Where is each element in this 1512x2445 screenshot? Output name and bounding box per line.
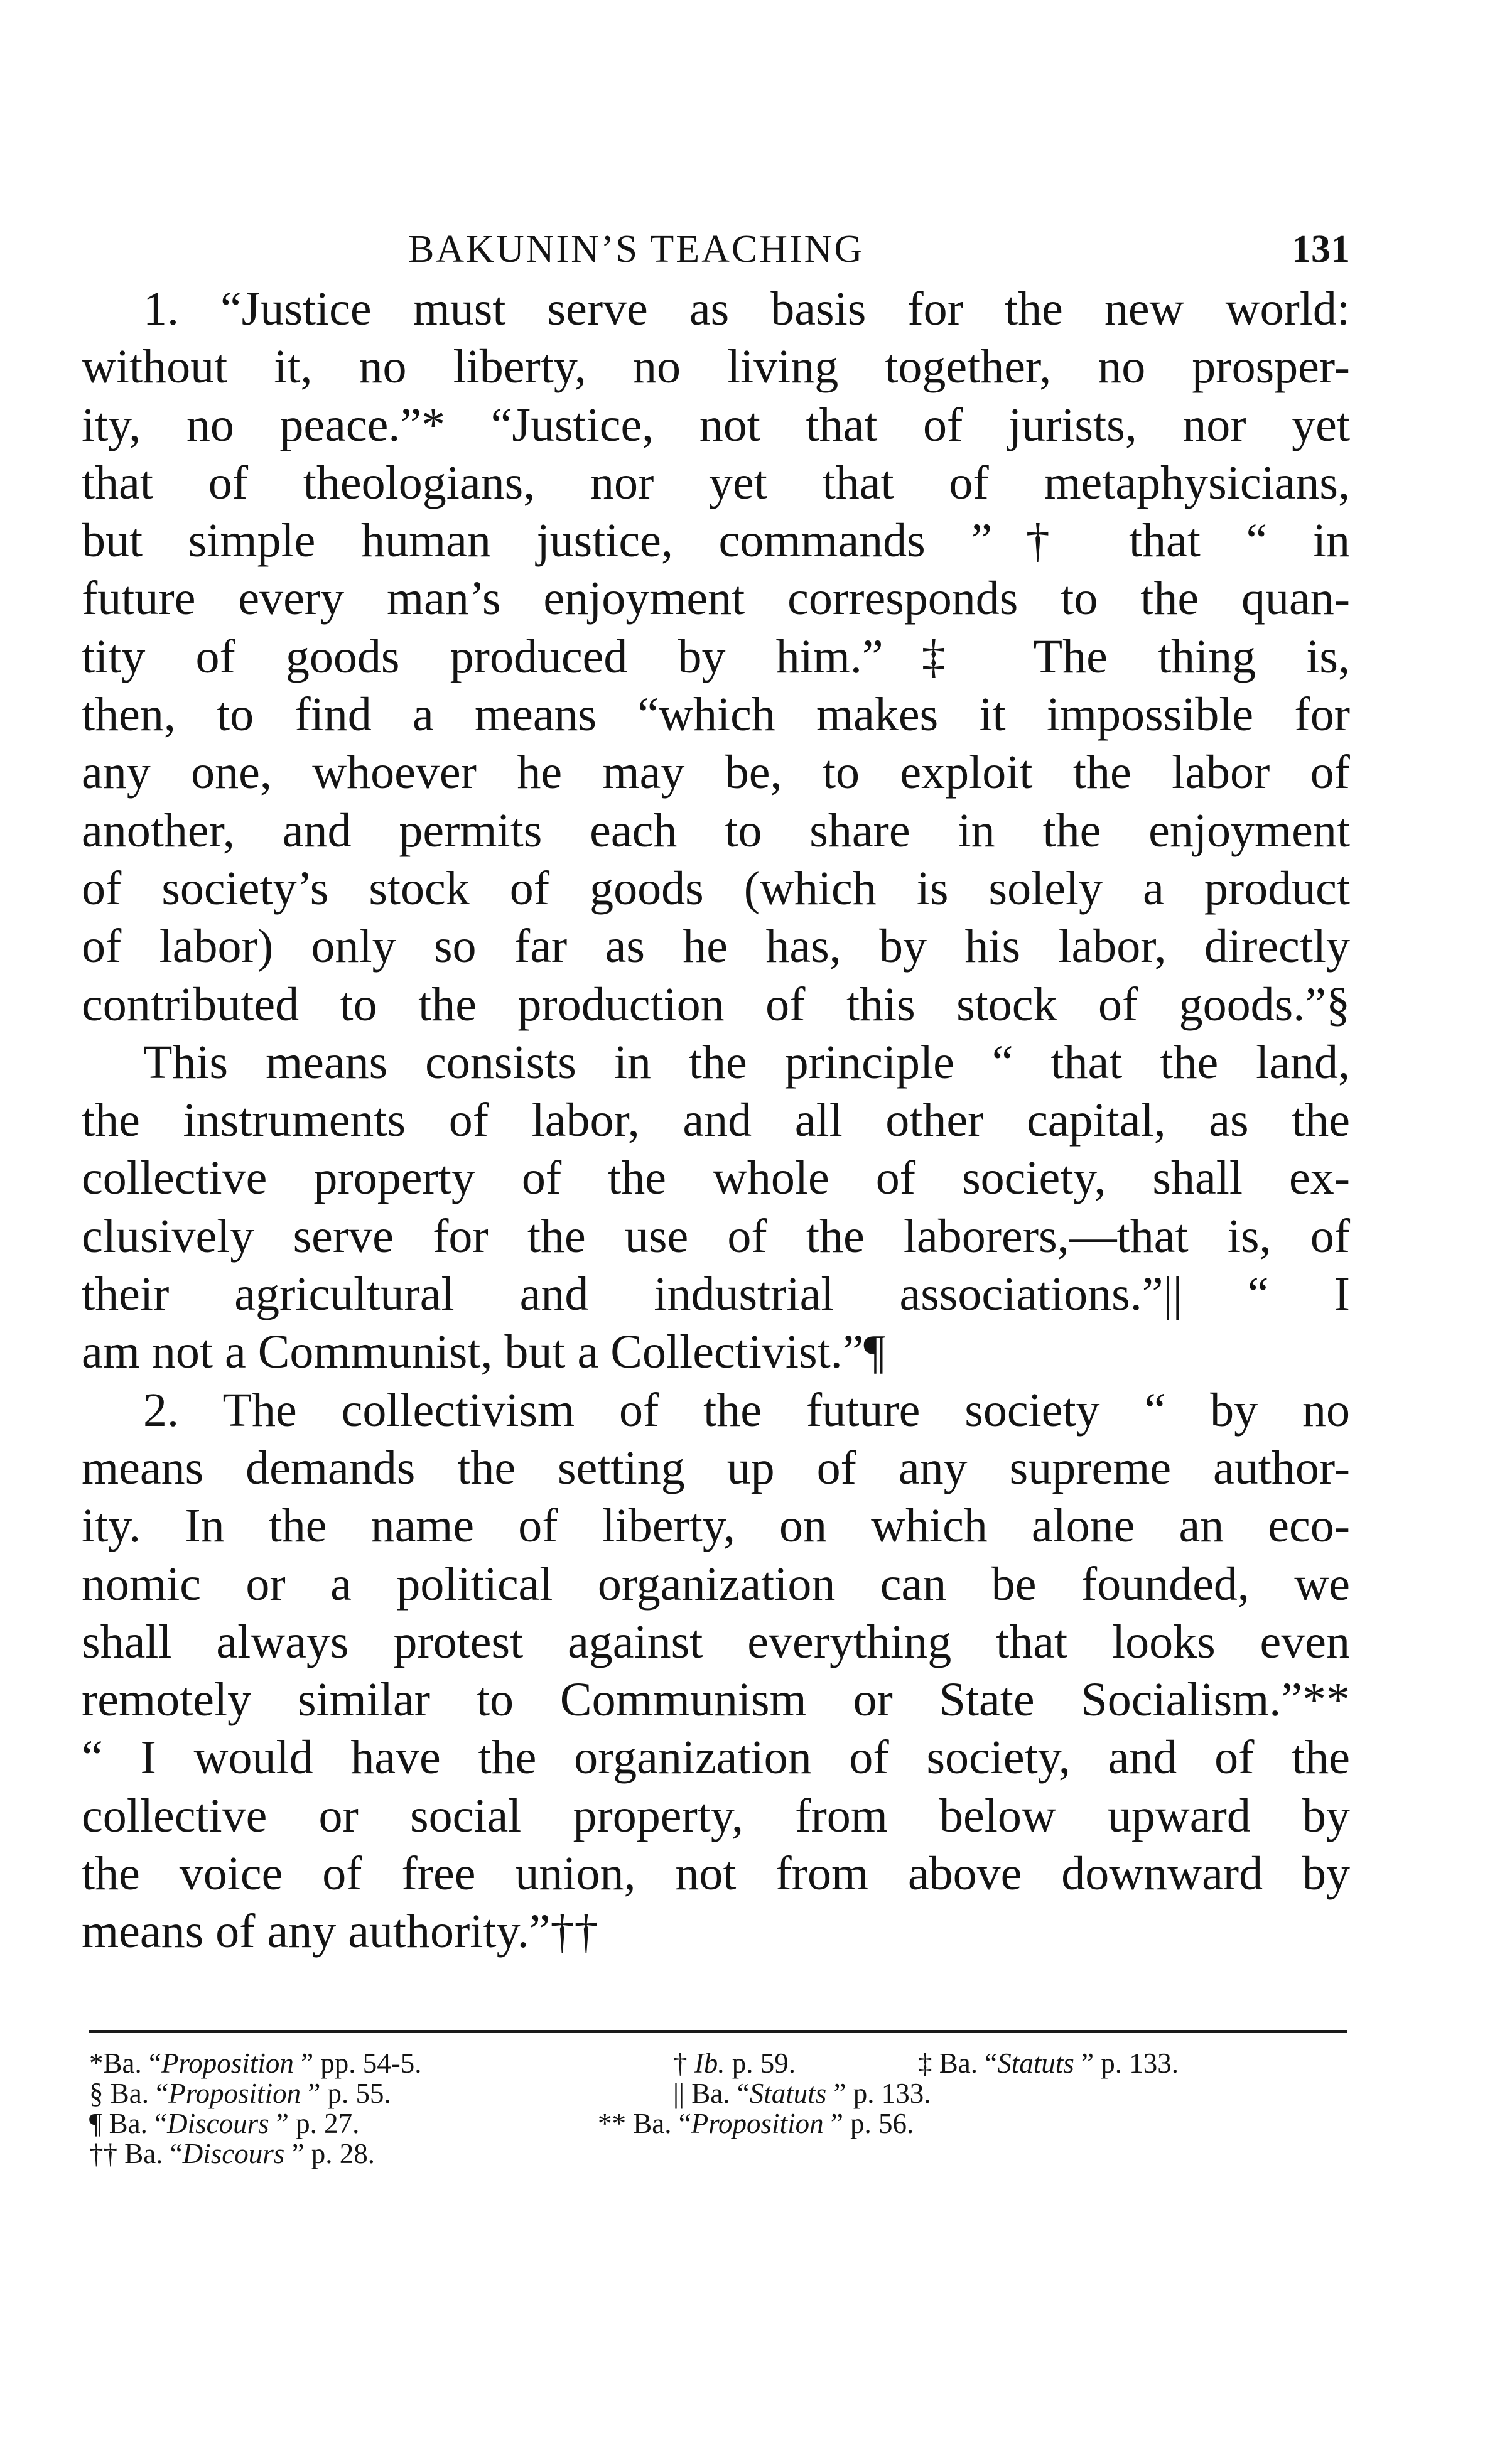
text-line: any one, whoever he may be, to exploit the labor of [82,746,1350,799]
footnote: ** Ba. “Proposition ” p. 56. [598,2108,914,2139]
footnote: *Ba. “Proposition ” pp. 54-5. [89,2048,422,2079]
text-line: nomic or a political organization can be founded, we [82,1557,1350,1611]
text-line: remotely similar to Communism or State Socialism.”** [82,1673,1350,1727]
text-line: tity of goods produced by him.”‡ The thing is, [82,630,1350,683]
body-text [82,280,1350,1961]
footnote-rule [89,2030,1347,2033]
text-line: collective or social property, from below upward by [82,1789,1350,1842]
text-line: their agricultural and industrial associations.”|| “ I [82,1268,1350,1321]
text-line: of labor) only so far as he has, by his labor, directly [82,920,1350,973]
footnote: § Ba. “Proposition ” p. 55. [89,2078,391,2109]
footnote: ¶ Ba. “Discours ” p. 27. [89,2108,360,2139]
footnote: †† Ba. “Discours ” p. 28. [89,2138,375,2169]
footnote-row [89,2078,1358,2108]
footnote-row [89,2139,1358,2169]
footnote: ‡ Ba. “Statuts ” p. 133. [918,2048,1179,2079]
text-line: then, to find a means “which makes it impossible for [82,688,1350,742]
text-line: contributed to the production of this stock of goods.”§ [82,978,1350,1031]
text-line: This means consists in the principle “ that the land, [143,1035,1350,1089]
text-line: another, and permits each to share in the enjoyment [82,804,1350,857]
footnote: || Ba. “Statuts ” p. 133. [673,2078,931,2109]
text-line: ity, no peace.”* “Justice, not that of jurists, nor yet [82,398,1350,451]
text-line: that of theologians, nor yet that of metaphysicians, [82,456,1350,509]
running-title: BAKUNIN’S TEACHING [408,228,865,271]
footnote: † Ib. p. 59. [673,2048,796,2079]
text-line: but simple human justice, commands ”† that “ in [82,514,1350,568]
text-line: 1. “Justice must serve as basis for the new world: [143,283,1350,335]
text-line: future every man’s enjoyment corresponds to the quan- [82,572,1350,625]
text-line: the voice of free union, not from above downward by [82,1847,1350,1901]
text-line: shall always protest against everything that looks even [82,1615,1350,1668]
text-line: 2. The collectivism of the future society “ by no [143,1383,1350,1437]
footnote-row [89,2048,1358,2078]
text-line: collective property of the whole of society, shall ex- [82,1152,1350,1205]
footnotes [89,2048,1358,2169]
page-number: 131 [1292,228,1350,271]
running-head [82,221,1350,278]
text-line: without it, no liberty, no living together, no prosper- [82,340,1350,394]
text-line: of society’s stock of goods (which is solely a product [82,861,1350,915]
text-line: ity. In the name of liberty, on which alone an eco- [82,1499,1350,1553]
text-line: the instruments of labor, and all other capital, as the [82,1094,1350,1147]
text-line: means of any authority.”†† [82,1905,598,1958]
text-line: am not a Communist, but a Collectivist.”¶ [82,1325,885,1379]
text-line: “ I would have the organization of society, and of the [82,1731,1350,1784]
text-line: means demands the setting up of any supreme author- [82,1441,1350,1494]
text-line: clusively serve for the use of the laborers,—that is, of [82,1209,1350,1263]
footnote-row [89,2108,1358,2139]
